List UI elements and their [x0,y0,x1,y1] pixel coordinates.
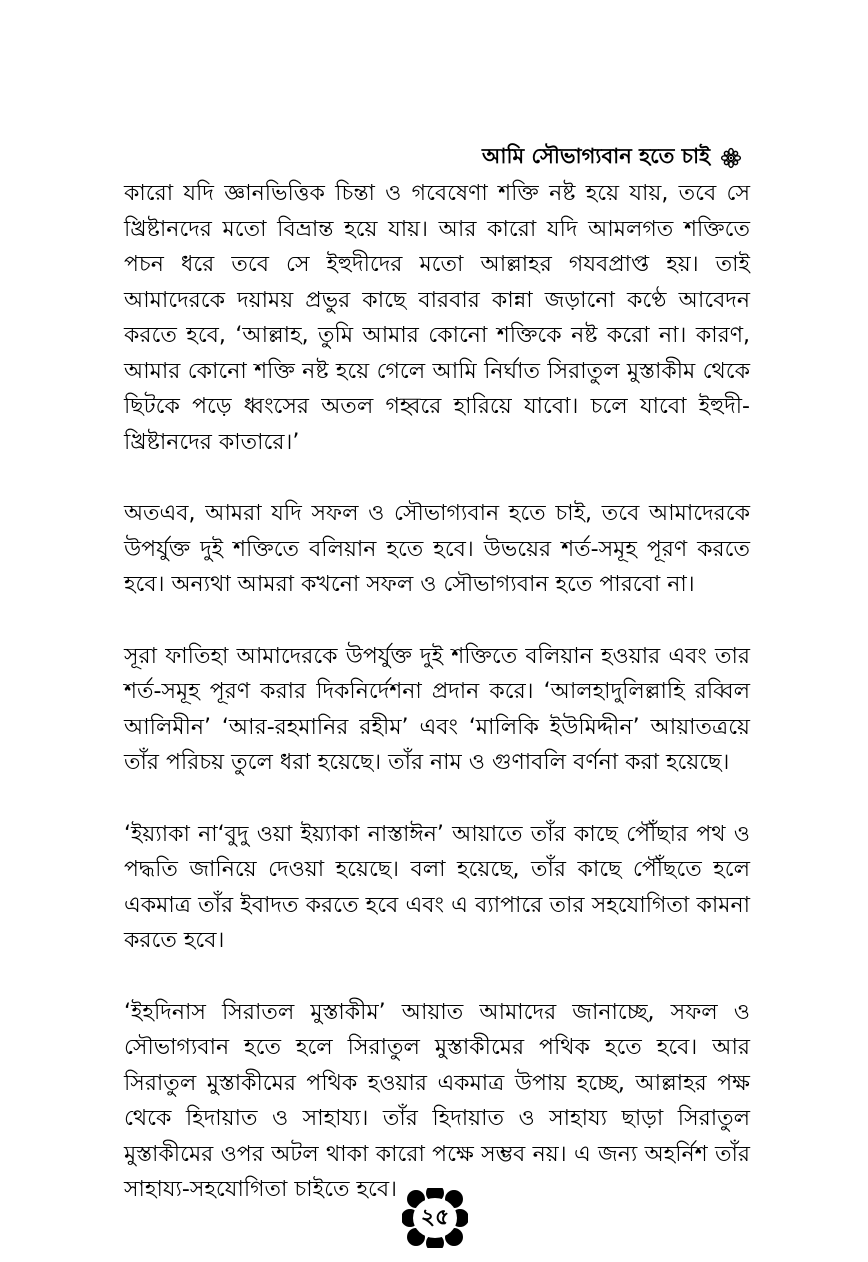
body-text [124,176,750,1208]
running-header [482,140,742,175]
paragraph: কারো যদি জ্ঞানভিত্তিক চিন্তা ও গবেষেণা শক্তি নষ্ট হয়ে যায়, তবে সে খ্রিষ্টানদের মতো বিভ্রান্ত হয়ে যায়। আর কারো যদি আমলগত শক্তিতে পচন ধরে তবে সে ইহুদীদের মতো আল্লাহর গযবপ্রাপ্ত হয়। তাই আমাদেরকে দয়াময় প্রভুর কাছে বারবার কান্না জড়ানো কণ্ঠে আবেদন করতে হবে, ‘আল্লাহ, তুমি আমার কোনো শক্তিকে নষ্ট করো না। কারণ, আমার কোনো শক্তি নষ্ট হয়ে গেলে আমি নির্ঘাত সিরাতুল মুস্তাকীম থেকে ছিটকে পড়ে ধ্বংসের অতল গহ্বরে হারিয়ে যাবো। চলে যাবো ইহুদী-খ্রিষ্টানদের কাতারে।’ [124,181,750,455]
paragraph: অতএব, আমরা যদি সফল ও সৌভাগ্যবান হতে চাই, তবে আমাদেরকে উপর্যুক্ত দুই শক্তিতে বলিয়ান হতে হবে। উভয়ের শর্ত-সমূহ পূরণ করতে হবে। অন্যথা আমরা কখনো সফল ও সৌভাগ্যবান হতে পারবো না। [124,501,750,597]
page-number: ২৫ [420,1204,450,1230]
paragraph: সূরা ফাতিহা আমাদেরকে উপর্যুক্ত দুই শক্তিতে বলিয়ান হওয়ার এবং তার শর্ত-সমূহ পূরণ করার দিকনির্দেশনা প্রদান করে। ‘আলহাদুলিল্লাহি রব্বিল আলিমীন’ ‘আর-রহমানির রহীম’ এবং ‘মালিকি ইউমিদ্দীন’ আয়াতত্রয়ে তাঁর পরিচয় তুলে ধরা হয়েছে। তাঁর নাম ও গুণাবলি বর্ণনা করা হয়েছে। [124,643,750,775]
flower-ornament-icon [720,147,742,169]
running-header-title: আমি সৌভাগ্যবান হতে চাই [482,144,710,168]
paragraph: ‘ইয়্যাকা না‘বুদু ওয়া ইয়্যাকা নাস্তাঈন’ আয়াতে তাঁর কাছে পৌঁছার পথ ও পদ্ধতি জানিয়ে দেওয়া হয়েছে। বলা হয়েছে, তাঁর কাছে পৌঁছতে হলে একমাত্র তাঁর ইবাদত করতে হবে এবং এ ব্যাপারে তার সহযোগিতা কামনা করতে হবে। [124,821,750,953]
page-number-badge [402,1188,468,1248]
paragraph: ‘ইহদিনাস সিরাতল মুস্তাকীম’ আয়াত আমাদের জানাচ্ছে, সফল ও সৌভাগ্যবান হতে হলে সিরাতুল মুস্তাকীমের পথিক হতে হবে। আর সিরাতুল মুস্তাকীমের পথিক হওয়ার একমাত্র উপায় হচ্ছে, আল্লাহর পক্ষ থেকে হিদায়াত ও সাহায্য। তাঁর হিদায়াত ও সাহায্য ছাড়া সিরাতুল মুস্তাকীমের ওপর অটল থাকা কারো পক্ষে সম্ভব নয়। এ জন্য অহর্নিশ তাঁর সাহায্য-সহযোগিতা চাইতে হবে। [124,999,750,1202]
